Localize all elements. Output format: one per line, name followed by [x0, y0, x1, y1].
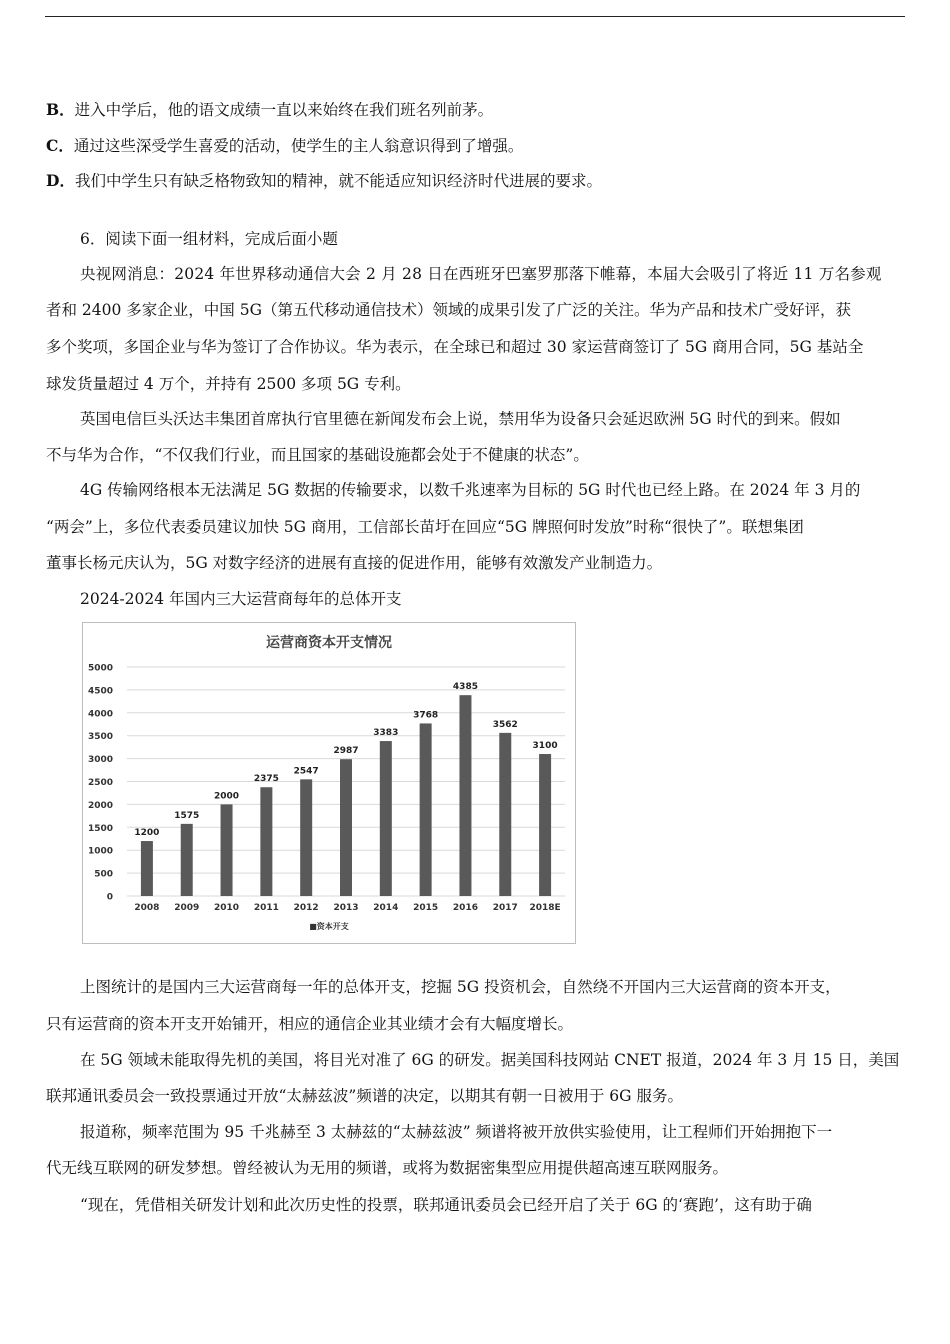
- bar: [340, 759, 352, 896]
- option-letter: B．: [46, 100, 75, 119]
- x-tick-label: 2013: [333, 903, 359, 913]
- y-tick-label: 2000: [87, 800, 113, 811]
- capex-chart: [82, 622, 576, 944]
- option-text: 进入中学后，他的语文成绩一直以来始终在我们班名列前茅。: [74, 101, 494, 119]
- y-tick-label: 5000: [87, 663, 113, 674]
- y-tick-label: 0: [106, 892, 113, 903]
- x-tick-label: 2011: [253, 903, 279, 913]
- y-tick-label: 3500: [87, 732, 113, 743]
- data-label: 3383: [373, 728, 399, 739]
- x-tick-label: 2014: [373, 903, 399, 913]
- bar: [380, 741, 392, 896]
- paragraph-line: 英国电信巨头沃达丰集团首席执行官里德在新闻发布会上说，禁用华为设备只会延迟欧洲 5G 时代的到来。假如: [80, 410, 841, 428]
- data-label: 1200: [134, 828, 160, 839]
- y-tick-label: 1500: [87, 823, 113, 834]
- paragraph-line: 董事长杨元庆认为，5G 对数字经济的进展有直接的促进作用，能够有效激发产业制造力。: [46, 554, 663, 572]
- data-label: 1575: [174, 810, 200, 821]
- bar: [539, 754, 551, 896]
- x-tick-label: 2016: [452, 903, 478, 913]
- paragraph-line: “现在，凭借相关研发计划和此次历史性的投票，联邦通讯委员会已经开启了关于 6G 的‘赛跑’，这有助于确: [80, 1196, 812, 1214]
- paragraph-line: 多个奖项，多国企业与华为签订了合作协议。华为表示，在全球已和超过 30 家运营商签订了 5G 商用合同，5G 基站全: [46, 338, 864, 356]
- data-label: 2547: [293, 766, 319, 777]
- option-text: 通过这些深受学生喜爱的活动，使学生的主人翁意识得到了增强。: [73, 137, 524, 155]
- option-text: 我们中学生只有缺乏格物致知的精神，就不能适应知识经济时代进展的要求。: [74, 172, 602, 190]
- paragraph-line: 央视网消息：2024 年世界移动通信大会 2 月 28 日在西班牙巴塞罗那落下帷幕，本届大会吸引了将近 11 万名参观: [80, 265, 882, 283]
- header-rule: [45, 16, 905, 17]
- paragraph-line: 联邦通讯委员会一致投票通过开放“太赫兹波”频谱的决定，以期其有朝一日被用于 6G 服务。: [46, 1087, 683, 1105]
- option-c: [46, 127, 901, 165]
- y-tick-label: 3000: [87, 755, 113, 766]
- bar: [260, 787, 272, 896]
- data-label: 4385: [452, 682, 478, 693]
- x-tick-label: 2012: [293, 903, 319, 913]
- paragraph-line: 代无线互联网的研发梦想。曾经被认为无用的频谱，或将为数据密集型应用提供超高速互联网服务。: [46, 1159, 729, 1177]
- chart-caption: 2024-2024 年国内三大运营商每年的总体开支: [80, 590, 402, 608]
- option-letter: C．: [46, 136, 74, 155]
- paragraph-line: 者和 2400 多家企业，中国 5G（第五代移动通信技术）领域的成果引发了广泛的关注。华为产品和技术广受好评，获: [46, 301, 851, 319]
- paragraph-line: 在 5G 领域未能取得先机的美国，将目光对准了 6G 的研发。据美国科技网站 CNET 报道，2024 年 3 月 15 日，美国: [80, 1051, 900, 1069]
- bar: [221, 804, 233, 896]
- data-label: 2375: [253, 774, 279, 785]
- bar: [459, 695, 471, 896]
- data-label: 3768: [413, 710, 439, 721]
- option-d: [46, 162, 901, 200]
- option-letter: D．: [46, 171, 75, 190]
- bar: [300, 779, 312, 896]
- x-tick-label: 2015: [413, 903, 439, 913]
- bar: [420, 723, 432, 896]
- bar: [141, 841, 153, 896]
- paragraph-line: 报道称，频率范围为 95 千兆赫至 3 太赫兹的“太赫兹波” 频谱将被开放供实验使用，让工程师们开始拥抱下一: [80, 1123, 833, 1141]
- y-tick-label: 4500: [87, 686, 113, 697]
- y-tick-label: 500: [94, 869, 113, 880]
- x-tick-label: 2008: [134, 903, 160, 913]
- bar: [181, 824, 193, 896]
- chart-title: 运营商资本开支情况: [266, 635, 392, 651]
- paragraph-line: 只有运营商的资本开支开始铺开，相应的通信企业其业绩才会有大幅度增长。: [46, 1015, 574, 1033]
- y-tick-label: 4000: [87, 709, 113, 720]
- paragraph-line: 4G 传输网络根本无法满足 5G 数据的传输要求，以数千兆速率为目标的 5G 时代也已经上路。在 2024 年 3 月的: [80, 481, 861, 499]
- paragraph-line: 上图统计的是国内三大运营商每一年的总体开支，挖掘 5G 投资机会，自然绕不开国内三大运营商的资本开支，: [80, 978, 841, 996]
- data-label: 2000: [214, 791, 240, 802]
- x-tick-label: 2009: [174, 903, 200, 913]
- bar: [499, 733, 511, 896]
- paragraph-line: 不与华为合作，“不仅我们行业，而且国家的基础设施都会处于不健康的状态”。: [46, 446, 589, 464]
- paragraph-line: 球发货量超过 4 万个，并持有 2500 多项 5G 专利。: [46, 375, 411, 393]
- chart-svg: [83, 623, 575, 943]
- question-heading: 6．阅读下面一组材料，完成后面小题: [80, 230, 338, 248]
- x-tick-label: 2018E: [529, 903, 561, 913]
- x-tick-label: 2010: [214, 903, 240, 913]
- y-tick-label: 1000: [87, 846, 113, 857]
- legend-label: ■资本开支: [309, 922, 349, 931]
- data-label: 3562: [492, 719, 518, 730]
- paragraph-line: “两会”上，多位代表委员建议加快 5G 商用，工信部长苗圩在回应“5G 牌照何时发放”时称“很快了”。联想集团: [46, 518, 804, 536]
- y-tick-label: 2500: [87, 778, 113, 788]
- data-label: 2987: [333, 746, 359, 757]
- x-tick-label: 2017: [492, 903, 518, 913]
- option-b: [46, 91, 901, 129]
- data-label: 3100: [532, 741, 558, 752]
